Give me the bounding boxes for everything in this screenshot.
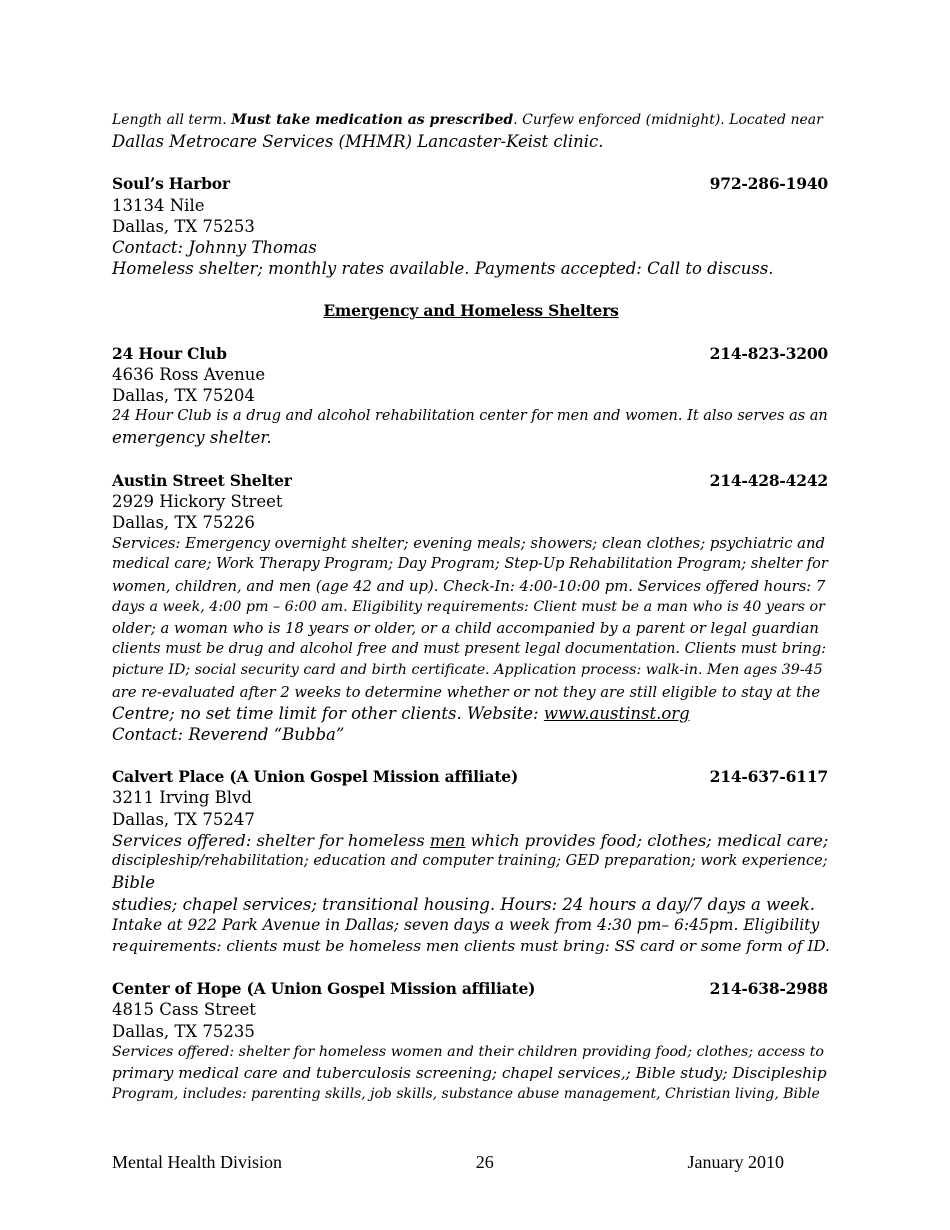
medication-emphasis: Must take medication as prescribed [231,112,514,128]
listing-description-line: Program, includes: parenting skills, job skills, substance abuse management, Christian living, Bible [112,1086,820,1103]
listing-phone: 214-428-4242 [709,470,828,490]
listing-city: Dallas, TX 75204 [112,386,255,406]
listing-name: Calvert Place (A Union Gospel Mission affiliate) [112,767,519,787]
footer-date: January 2010 [687,1152,784,1172]
listing-description-line: discipleship/rehabilitation; education and computer training; GED preparation; work experience; [112,853,828,870]
listing-description-line: older; a woman who is 18 years or older, or a child accompanied by a parent or legal guardian [112,620,819,638]
listing-description-line: requirements: clients must be homeless men clients must bring: SS card or some form of ID. [112,936,830,955]
document-body [112,110,830,1105]
listing-address: 4815 Cass Street [112,1000,256,1020]
listing-header [112,766,830,787]
listing-description-line: women, children, and men (age 42 and up). Check-In: 4:00-10:00 pm. Services offered hours: 7 [112,577,826,595]
listing-description-line: primary medical care and tuberculosis screening; chapel services,; Bible study; Discipleship [112,1063,827,1082]
listing-phone: 214-637-6117 [709,767,828,787]
listing-description-line: Services: Emergency overnight shelter; evening meals; showers; clean clothes; psychiatric and [112,535,825,553]
listing-name: 24 Hour Club [112,343,227,363]
listing-description-line: Intake at 922 Park Avenue in Dallas; seven days a week from 4:30 pm– 6:45pm. Eligibility [112,915,820,934]
listing-city: Dallas, TX 75235 [112,1021,255,1041]
listing-website-line: Centre; no set time limit for other clients. Website: www.austinst.org [112,703,690,723]
listing-description-line: clients must be drug and alcohol free and must present legal documentation. Clients must bring: [112,641,827,658]
listing-phone: 214-823-3200 [709,343,828,363]
page-number: 26 [475,1152,494,1172]
listing-description-line: 24 Hour Club is a drug and alcohol rehabilitation center for men and women. It also serves as an [112,408,828,425]
listing-phone: 214-638-2988 [709,979,828,999]
listing-address: 13134 Nile [112,195,205,215]
listing-description-line: Services offered: shelter for homeless men which provides food; clothes; medical care; [112,830,829,850]
listing-city: Dallas, TX 75253 [112,216,255,236]
website-link[interactable]: www.austinst.org [543,703,690,723]
listing-contact: Contact: Reverend “Bubba” [112,725,345,745]
listing-address: 4636 Ross Avenue [112,364,266,384]
listing-description-line: are re-evaluated after 2 weeks to determine whether or not they are still eligible to stay at the [112,683,821,701]
listing-address: 2929 Hickory Street [112,491,283,511]
listing-description-line: Services offered: shelter for homeless women and their children providing food; clothes; access to [112,1043,825,1060]
footer-division: Mental Health Division [112,1152,282,1172]
listing-address: 3211 Irving Blvd [112,788,252,808]
listing-header [112,470,830,491]
listing-description: Homeless shelter; monthly rates available. Payments accepted: Call to discuss. [112,259,774,279]
section-title: Emergency and Homeless Shelters [323,301,619,321]
listing-phone: 972-286-1940 [709,174,828,194]
listing-description-line: picture ID; social security card and birth certificate. Application process: walk-in. Men ages 39-45 [112,662,823,679]
page-footer [112,1152,784,1173]
listing-contact: Contact: Johnny Thomas [112,238,317,258]
listing-description-line: days a week, 4:00 pm – 6:00 am. Eligibility requirements: Client must be a man who is 40 years or [112,598,825,615]
intro-line-1: Length all term. Must take medication as prescribed. Curfew enforced (midnight). Located near [112,112,823,128]
listing-name: Center of Hope (A Union Gospel Mission affiliate) [112,979,536,999]
listing-name: Austin Street Shelter [112,470,292,490]
listing-description-line: medical care; Work Therapy Program; Day Program; Step-Up Rehabilitation Program; shelter for [112,556,828,573]
listing-header [112,173,830,194]
listing-description-line: Bible [112,873,156,893]
listing-description-line: studies; chapel services; transitional housing. Hours: 24 hours a day/7 days a week. [112,894,815,914]
men-emphasis: men [429,830,466,850]
listing-city: Dallas, TX 75247 [112,809,255,829]
listing-header [112,343,830,364]
listing-header [112,978,830,999]
intro-line-2: Dallas Metrocare Services (MHMR) Lancaster-Keist clinic. [112,132,604,152]
listing-city: Dallas, TX 75226 [112,513,255,533]
listing-description-line: emergency shelter. [112,428,272,448]
listing-name: Soul’s Harbor [112,174,230,194]
